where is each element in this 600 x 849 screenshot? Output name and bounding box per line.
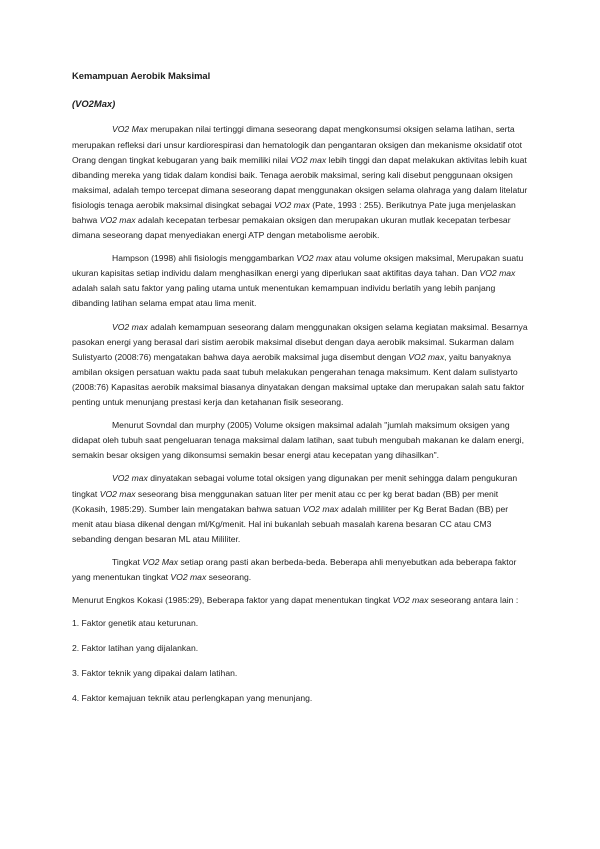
- paragraph-text: (Pate, 1993 : 255). Berikutnya Pate juga menjelaskan bahwa: [72, 199, 516, 225]
- italic-term: VO2 max: [296, 253, 333, 264]
- italic-term: VO2 max: [479, 268, 516, 279]
- list-item: 3. Faktor teknik yang dipakai dalam latihan.: [72, 668, 238, 679]
- list-item: 4. Faktor kemajuan teknik atau perlengkapan yang menunjang.: [72, 693, 313, 704]
- italic-term: VO2 max: [392, 595, 429, 606]
- italic-term: VO2 max: [170, 571, 207, 582]
- paragraph-text: merupakan nilai tertinggi dimana seseorang dapat mengkonsumsi oksigen selama latihan, serta merupakan refleksi dari unsur kardiorespirasi dan hematologik dan pengantaran oksigen dan mekanisme oksidatif otot Orang dengan tingkat kebugaran yang baik memiliki nilai: [72, 124, 522, 165]
- paragraph-text: adalah salah satu faktor yang paling utama untuk menentukan kemampuan individu berlatih yang lebih panjang dibanding latihan selama empat atau lima menit.: [72, 283, 496, 309]
- paragraph: [72, 555, 530, 585]
- italic-term: VO2 max: [290, 154, 327, 165]
- italic-term: VO2 max: [99, 488, 136, 499]
- paragraph: [72, 593, 530, 608]
- body-paragraphs: [72, 122, 530, 608]
- paragraph-text: seseorang.: [206, 571, 252, 582]
- paragraph: [72, 320, 530, 411]
- paragraph-text: lebih tinggi dan dapat melakukan aktivitas lebih kuat dibanding mereka yang tidak dalam kondisi baik. Tenaga aerobik maksimal, sering kali disebut penggunaan oksigen maksimal, adalah tempo tercepat dimana seseorang dapat menggunakan oksigen selama olahraga yang dalam litelatur fisiologis tenaga aerobik maksimal disingkat sebagai: [72, 154, 528, 210]
- paragraph-text: adalah kecepatan terbesar pemakaian oksigen dan merupakan ukuran mutlak kecepatan terbesar dimana seseorang dapat menyediakan energi ATP dengan metabolisme aerobik.: [72, 215, 511, 241]
- paragraph-text: seseorang antara lain :: [428, 595, 519, 606]
- paragraph-text: adalah kemampuan seseorang dalam menggunakan oksigen selama kegiatan maksimal. Besarnya pasokan energi yang berasal dari sistim aerobik maksimal disebut dengan daya aerobik maksimal. Sukarman dalam Sulistyarto (2008:76) mengatakan bahwa daya aerobik maksimal juga disembut dengan: [72, 321, 528, 362]
- paragraph: [72, 418, 530, 463]
- italic-term: VO2 max: [112, 321, 148, 332]
- paragraph-text: setiap orang pasti akan berbeda-beda. Beberapa ahli menyebutkan ada beberapa faktor yang menentukan tingkat: [72, 556, 517, 582]
- factor-list: [72, 616, 530, 706]
- paragraph-text: dinyatakan sebagai volume total oksigen yang digunakan per menit sehingga dalam pengukuran tingkat: [72, 473, 518, 499]
- paragraph: [72, 471, 530, 546]
- list-item: 2. Faktor latihan yang dijalankan.: [72, 643, 199, 654]
- italic-term: VO2 max: [302, 503, 339, 514]
- paragraph: [72, 251, 530, 311]
- italic-term: VO2 max: [112, 473, 148, 484]
- paragraph-text: Menurut Engkos Kokasi (1985:29), Beberapa faktor yang dapat menentukan tingkat: [72, 595, 393, 606]
- paragraph: [72, 122, 530, 243]
- paragraph-text: seseorang bisa menggunakan satuan liter per menit atau cc per kg berat badan (BB) per menit (Kokasih, 1985:29). Sumber lain mengatakan bahwa satuan: [72, 488, 499, 514]
- italic-term: VO2 Max: [142, 556, 179, 567]
- paragraph-text: Menurut Sovndal dan murphy (2005) Volume oksigen maksimal adalah "jumlah maksimum oksigen yang didapat oleh tubuh saat pengeluaran tenaga maksimal dalam latihan, saat tubuh mengubah makanan ke dalam energi, semakin besar oksigen yang dikonsumsi semakin besar energi atau kecepatan yang dihasilkan".: [72, 420, 524, 461]
- italic-term: VO2 max: [408, 351, 445, 362]
- paragraph-text: Tingkat: [112, 556, 143, 567]
- paragraph-text: adalah mililiter per Kg Berat Badan (BB) per menit atau biasa dikenal dengan ml/Kg/menit. Hal ini bukanlah sebuah masalah karena besaran CC atau CM3 sebanding dengan besaran ML atau Mililiter.: [72, 503, 509, 544]
- paragraph-text: Hampson (1998) ahli fisiologis menggambarkan: [112, 253, 297, 264]
- paragraph-text: , yaitu banyaknya ambilan oksigen persatuan waktu pada saat tubuh melakukan pengerahan tenaga maksimum. Kent dalam sulistyarto (2008:76) Kapasitas aerobik maksimal biasanya dinyatakan dengan maksimal uptake dan merupakan salah satu faktor penting untuk menunjang prestasi kerja dan ketahanan fisik seseorang.: [72, 351, 525, 408]
- italic-term: VO2 max: [274, 199, 310, 210]
- italic-term: VO2 Max: [112, 124, 148, 135]
- italic-term: VO2 max: [99, 215, 136, 225]
- list-item: 1. Faktor genetik atau keturunan.: [72, 618, 199, 629]
- document-subtitle: (VO2Max): [72, 98, 116, 110]
- document-title: Kemampuan Aerobik Maksimal: [72, 70, 211, 81]
- paragraph-text: atau volume oksigen maksimal, Merupakan suatu ukuran kapisitas setiap individu dalam menghasilkan energi yang diperlukan saat aktifitas daya tahan. Dan: [72, 253, 524, 279]
